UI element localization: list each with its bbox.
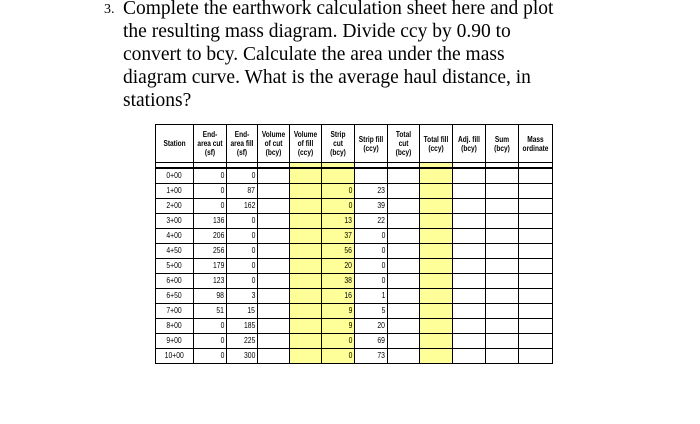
table-cell-strip-fill xyxy=(355,289,388,304)
header-label: Volume of cut (bcy) xyxy=(261,130,286,157)
header-volume-cut xyxy=(258,125,290,163)
table-cell-volume-fill[interactable] xyxy=(290,199,322,214)
table-cell-strip-cut[interactable] xyxy=(322,214,355,229)
cell-value: 5+00 xyxy=(166,261,183,270)
cell-value: 87 xyxy=(247,186,255,195)
cell-value: 56 xyxy=(344,246,352,255)
table-cell-end-area-cut xyxy=(194,184,227,199)
station-cell xyxy=(156,349,194,364)
table-cell-total-cut[interactable] xyxy=(388,259,420,274)
table-cell-strip-fill xyxy=(355,319,388,334)
table-cell-strip-fill xyxy=(355,229,388,244)
header-sum xyxy=(486,125,519,163)
cell-value: 0 xyxy=(251,261,255,270)
cell-value: 9+00 xyxy=(166,336,183,345)
cell-value: 0 xyxy=(220,171,224,180)
cell-value: 0+00 xyxy=(166,171,183,180)
table-cell-adj-fill[interactable] xyxy=(453,244,486,259)
table-cell-strip-fill xyxy=(355,184,388,199)
station-cell xyxy=(156,214,194,229)
table-cell-total-fill[interactable] xyxy=(420,259,453,274)
table-cell-volume-fill[interactable] xyxy=(290,319,322,334)
table-cell-end-area-cut xyxy=(194,199,227,214)
cell-value: 4+50 xyxy=(166,246,183,255)
table-cell-total-cut[interactable] xyxy=(388,229,420,244)
table-cell-end-area-fill xyxy=(227,244,258,259)
table-cell-sum[interactable] xyxy=(486,274,519,289)
table-cell-volume-fill[interactable] xyxy=(290,184,322,199)
table-cell-total-cut[interactable] xyxy=(388,349,420,364)
table-cell-strip-fill xyxy=(355,168,388,184)
cell-value: 23 xyxy=(377,186,385,195)
header-label: Volume of fill (ccy) xyxy=(293,130,318,157)
table-row xyxy=(156,168,553,184)
table-cell-strip-fill xyxy=(355,304,388,319)
table-cell-total-cut[interactable] xyxy=(388,289,420,304)
station-cell xyxy=(156,289,194,304)
table-cell-adj-fill[interactable] xyxy=(453,168,486,184)
header-label: Total fill (ccy) xyxy=(423,134,449,153)
table-cell-volume-fill[interactable] xyxy=(290,259,322,274)
table-cell-sum[interactable] xyxy=(486,304,519,319)
table-cell-end-area-fill xyxy=(227,319,258,334)
table-cell-total-cut[interactable] xyxy=(388,214,420,229)
table-cell-strip-fill xyxy=(355,214,388,229)
table-cell-end-area-cut xyxy=(194,289,227,304)
table-cell-end-area-fill xyxy=(227,259,258,274)
cell-value: 0 xyxy=(251,171,255,180)
table-cell-adj-fill[interactable] xyxy=(453,229,486,244)
header-label: Strip cut (bcy) xyxy=(330,130,346,157)
table-cell-volume-fill[interactable] xyxy=(290,334,322,349)
table-cell-end-area-fill xyxy=(227,184,258,199)
table-cell-end-area-cut xyxy=(194,214,227,229)
station-cell xyxy=(156,244,194,259)
cell-value: 5 xyxy=(381,306,385,315)
cell-value: 1+00 xyxy=(166,186,183,195)
table-cell-total-fill[interactable] xyxy=(420,244,453,259)
cell-value: 0 xyxy=(381,276,385,285)
table-cell-sum[interactable] xyxy=(486,229,519,244)
cell-value: 0 xyxy=(381,231,385,240)
table-row xyxy=(156,289,553,304)
table-cell-total-cut[interactable] xyxy=(388,319,420,334)
cell-value: 10+00 xyxy=(164,351,185,360)
table-row xyxy=(156,244,553,259)
problem-line-1: Complete the earthwork calculation sheet here and plot xyxy=(123,0,554,19)
table-cell-strip-fill xyxy=(355,259,388,274)
header-strip-fill xyxy=(355,125,388,163)
header-label: Total cut (bcy) xyxy=(395,130,412,157)
table-cell-end-area-fill xyxy=(227,349,258,364)
cell-value: 8+00 xyxy=(166,321,183,330)
table-cell-mass-ordinate[interactable] xyxy=(519,184,553,199)
table-cell-strip-fill xyxy=(355,274,388,289)
table-cell-volume-cut xyxy=(258,259,290,274)
table-cell-total-fill[interactable] xyxy=(420,214,453,229)
cell-value: 0 xyxy=(220,336,224,345)
cell-value: 15 xyxy=(247,306,255,315)
table-cell-strip-fill xyxy=(355,199,388,214)
header-label: Strip fill (ccy) xyxy=(358,134,384,153)
table-cell-adj-fill[interactable] xyxy=(453,199,486,214)
cell-value: 39 xyxy=(377,201,385,210)
table-cell-total-fill[interactable] xyxy=(420,289,453,304)
table-cell-end-area-cut xyxy=(194,304,227,319)
table-cell-strip-cut[interactable] xyxy=(322,334,355,349)
table-cell-volume-cut xyxy=(258,244,290,259)
table-cell-volume-fill[interactable] xyxy=(290,229,322,244)
table-cell-volume-fill[interactable] xyxy=(290,244,322,259)
cell-value: 136 xyxy=(212,216,224,225)
cell-value: 123 xyxy=(212,276,224,285)
header-label: Station xyxy=(163,139,186,148)
table-cell-end-area-fill xyxy=(227,334,258,349)
table-cell-adj-fill[interactable] xyxy=(453,334,486,349)
problem-line-3: convert to bcy. Calculate the area under the mass xyxy=(123,44,505,65)
station-cell xyxy=(156,274,194,289)
cell-value: 0 xyxy=(220,321,224,330)
table-cell-total-cut[interactable] xyxy=(388,244,420,259)
table-cell-strip-cut[interactable] xyxy=(322,199,355,214)
table-cell-mass-ordinate[interactable] xyxy=(519,168,553,184)
table-row xyxy=(156,199,553,214)
table-cell-end-area-fill xyxy=(227,168,258,184)
table-cell-end-area-fill xyxy=(227,274,258,289)
header-strip-cut xyxy=(322,125,355,163)
problem-line-2: the resulting mass diagram. Divide ccy by 0.90 to xyxy=(123,21,511,42)
cell-value: 0 xyxy=(251,216,255,225)
table-cell-strip-cut[interactable] xyxy=(322,274,355,289)
table-cell-end-area-cut xyxy=(194,229,227,244)
table-cell-mass-ordinate[interactable] xyxy=(519,274,553,289)
table-cell-end-area-cut xyxy=(194,168,227,184)
table-cell-total-fill[interactable] xyxy=(420,229,453,244)
table-cell-total-fill[interactable] xyxy=(420,274,453,289)
table-cell-sum[interactable] xyxy=(486,349,519,364)
cell-value: 0 xyxy=(251,276,255,285)
table-cell-total-cut[interactable] xyxy=(388,199,420,214)
cell-value: 22 xyxy=(377,216,385,225)
table-cell-mass-ordinate[interactable] xyxy=(519,244,553,259)
header-station xyxy=(156,125,194,163)
table-cell-adj-fill[interactable] xyxy=(453,289,486,304)
header-total-fill xyxy=(420,125,453,163)
table-cell-adj-fill[interactable] xyxy=(453,319,486,334)
table-cell-volume-cut xyxy=(258,349,290,364)
table-cell-end-area-cut xyxy=(194,244,227,259)
header-label: End-area fill (sf) xyxy=(230,130,254,157)
table-cell-strip-cut[interactable] xyxy=(322,289,355,304)
table-cell-adj-fill[interactable] xyxy=(453,259,486,274)
table-cell-strip-fill xyxy=(355,349,388,364)
cell-value: 0 xyxy=(381,261,385,270)
table-cell-adj-fill[interactable] xyxy=(453,349,486,364)
table-cell-sum[interactable] xyxy=(486,168,519,184)
earthwork-calculation-table xyxy=(155,124,553,364)
header-volume-fill xyxy=(290,125,322,163)
table-cell-strip-cut[interactable] xyxy=(322,229,355,244)
table-cell-volume-cut xyxy=(258,229,290,244)
cell-value: 206 xyxy=(212,231,224,240)
table-cell-total-cut[interactable] xyxy=(388,184,420,199)
header-label: Adj. fill (bcy) xyxy=(458,134,480,153)
table-cell-mass-ordinate[interactable] xyxy=(519,334,553,349)
table-cell-volume-fill[interactable] xyxy=(290,168,322,184)
table-cell-strip-cut[interactable] xyxy=(322,168,355,184)
table-cell-volume-cut xyxy=(258,184,290,199)
station-cell xyxy=(156,168,194,184)
table-cell-total-fill[interactable] xyxy=(420,334,453,349)
table-cell-sum[interactable] xyxy=(486,199,519,214)
cell-value: 185 xyxy=(243,321,255,330)
table-cell-volume-cut xyxy=(258,199,290,214)
cell-value: 16 xyxy=(344,291,352,300)
cell-value: 73 xyxy=(377,351,385,360)
cell-value: 20 xyxy=(344,261,352,270)
table-cell-total-fill[interactable] xyxy=(420,168,453,184)
table-cell-end-area-fill xyxy=(227,199,258,214)
table-cell-adj-fill[interactable] xyxy=(453,274,486,289)
table-row xyxy=(156,334,553,349)
header-adj-fill xyxy=(453,125,486,163)
table-cell-strip-fill xyxy=(355,334,388,349)
table-cell-strip-cut[interactable] xyxy=(322,259,355,274)
cell-value: 9 xyxy=(348,306,352,315)
table-cell-total-fill[interactable] xyxy=(420,349,453,364)
table-cell-volume-fill[interactable] xyxy=(290,214,322,229)
table-cell-mass-ordinate[interactable] xyxy=(519,289,553,304)
cell-value: 0 xyxy=(251,231,255,240)
table-cell-total-cut[interactable] xyxy=(388,168,420,184)
table-cell-strip-fill xyxy=(355,244,388,259)
table-cell-total-cut[interactable] xyxy=(388,334,420,349)
table-cell-volume-cut xyxy=(258,274,290,289)
table-row xyxy=(156,214,553,229)
table-cell-total-cut[interactable] xyxy=(388,304,420,319)
table-cell-end-area-cut xyxy=(194,319,227,334)
table-cell-end-area-cut xyxy=(194,334,227,349)
table-cell-strip-cut[interactable] xyxy=(322,319,355,334)
station-cell xyxy=(156,184,194,199)
table-cell-adj-fill[interactable] xyxy=(453,184,486,199)
table-cell-volume-fill[interactable] xyxy=(290,349,322,364)
table-cell-volume-cut xyxy=(258,304,290,319)
cell-value: 0 xyxy=(348,201,352,210)
table-row xyxy=(156,229,553,244)
cell-value: 0 xyxy=(348,336,352,345)
cell-value: 20 xyxy=(377,321,385,330)
table-row xyxy=(156,184,553,199)
table-cell-volume-cut xyxy=(258,289,290,304)
header-total-cut xyxy=(388,125,420,163)
table-cell-strip-cut[interactable] xyxy=(322,184,355,199)
cell-value: 256 xyxy=(212,246,224,255)
cell-value: 0 xyxy=(220,201,224,210)
cell-value: 179 xyxy=(212,261,224,270)
table-header-row xyxy=(156,125,553,163)
table-cell-adj-fill[interactable] xyxy=(453,214,486,229)
table-cell-end-area-fill xyxy=(227,289,258,304)
table-cell-sum[interactable] xyxy=(486,244,519,259)
cell-value: 6+00 xyxy=(166,276,183,285)
problem-line-4: diagram curve. What is the average haul distance, in xyxy=(123,67,531,88)
cell-value: 6+50 xyxy=(166,291,183,300)
cell-value: 2+00 xyxy=(166,201,183,210)
cell-value: 0 xyxy=(220,186,224,195)
cell-value: 13 xyxy=(344,216,352,225)
cell-value: 38 xyxy=(344,276,352,285)
table-cell-mass-ordinate[interactable] xyxy=(519,199,553,214)
cell-value: 0 xyxy=(251,246,255,255)
table-row xyxy=(156,319,553,334)
station-cell xyxy=(156,319,194,334)
header-end-area-fill xyxy=(227,125,258,163)
table-cell-total-fill[interactable] xyxy=(420,184,453,199)
table-row xyxy=(156,274,553,289)
table-cell-volume-fill[interactable] xyxy=(290,289,322,304)
table-cell-volume-cut xyxy=(258,168,290,184)
table-cell-total-fill[interactable] xyxy=(420,304,453,319)
table-row xyxy=(156,259,553,274)
table-cell-mass-ordinate[interactable] xyxy=(519,229,553,244)
station-cell xyxy=(156,199,194,214)
table-cell-mass-ordinate[interactable] xyxy=(519,304,553,319)
table-cell-end-area-cut xyxy=(194,349,227,364)
table-cell-volume-cut xyxy=(258,319,290,334)
cell-value: 4+00 xyxy=(166,231,183,240)
problem-line-5: stations? xyxy=(123,90,192,111)
table-cell-end-area-cut xyxy=(194,259,227,274)
table-cell-total-fill[interactable] xyxy=(420,199,453,214)
table-cell-strip-cut[interactable] xyxy=(322,244,355,259)
header-end-area-cut xyxy=(194,125,227,163)
header-label: Sum (bcy) xyxy=(494,134,510,153)
table-cell-end-area-cut xyxy=(194,274,227,289)
cell-value: 51 xyxy=(216,306,224,315)
table-cell-mass-ordinate[interactable] xyxy=(519,214,553,229)
cell-value: 162 xyxy=(243,201,255,210)
header-label: End-area cut (sf) xyxy=(197,130,223,157)
station-cell xyxy=(156,229,194,244)
table-cell-end-area-fill xyxy=(227,229,258,244)
cell-value: 98 xyxy=(216,291,224,300)
cell-value: 1 xyxy=(381,291,385,300)
problem-number: 3. xyxy=(104,2,115,17)
table-cell-sum[interactable] xyxy=(486,334,519,349)
station-cell xyxy=(156,304,194,319)
table-cell-end-area-fill xyxy=(227,214,258,229)
table-cell-volume-fill[interactable] xyxy=(290,304,322,319)
cell-value: 0 xyxy=(348,186,352,195)
table-cell-mass-ordinate[interactable] xyxy=(519,319,553,334)
cell-value: 69 xyxy=(377,336,385,345)
table-row xyxy=(156,304,553,319)
table-cell-volume-fill[interactable] xyxy=(290,274,322,289)
table-cell-adj-fill[interactable] xyxy=(453,304,486,319)
table-row xyxy=(156,349,553,364)
cell-value: 9 xyxy=(348,321,352,330)
table-cell-total-cut[interactable] xyxy=(388,274,420,289)
table-cell-sum[interactable] xyxy=(486,184,519,199)
table-cell-volume-cut xyxy=(258,334,290,349)
header-label: Mass ordinate xyxy=(522,134,549,153)
table-cell-sum[interactable] xyxy=(486,319,519,334)
table-cell-mass-ordinate[interactable] xyxy=(519,349,553,364)
cell-value: 3 xyxy=(251,291,255,300)
cell-value: 7+00 xyxy=(166,306,183,315)
cell-value: 0 xyxy=(381,246,385,255)
table-cell-total-fill[interactable] xyxy=(420,319,453,334)
table-cell-mass-ordinate[interactable] xyxy=(519,259,553,274)
station-cell xyxy=(156,334,194,349)
cell-value: 0 xyxy=(348,351,352,360)
table-cell-strip-cut[interactable] xyxy=(322,304,355,319)
table-cell-sum[interactable] xyxy=(486,259,519,274)
table-cell-sum[interactable] xyxy=(486,214,519,229)
table-cell-volume-cut xyxy=(258,214,290,229)
cell-value: 225 xyxy=(243,336,255,345)
table-cell-sum[interactable] xyxy=(486,289,519,304)
cell-value: 0 xyxy=(220,351,224,360)
cell-value: 37 xyxy=(344,231,352,240)
station-cell xyxy=(156,259,194,274)
cell-value: 3+00 xyxy=(166,216,183,225)
cell-value: 300 xyxy=(243,351,255,360)
table-cell-strip-cut[interactable] xyxy=(322,349,355,364)
header-mass-ordinate xyxy=(519,125,553,163)
table-cell-end-area-fill xyxy=(227,304,258,319)
